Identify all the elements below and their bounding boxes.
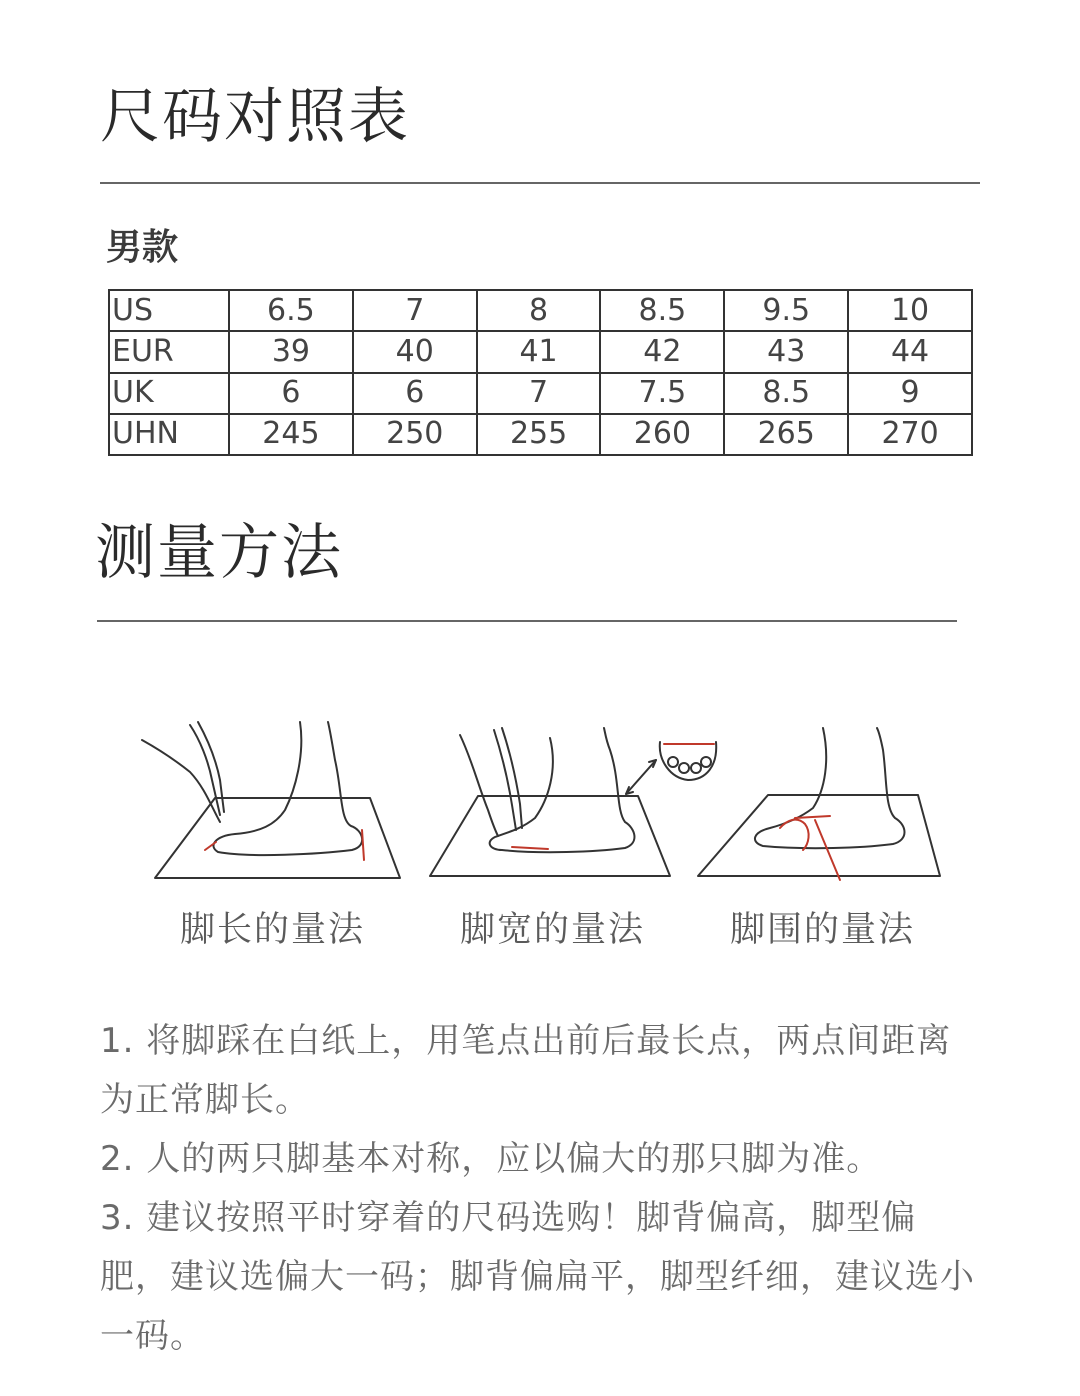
table-cell: 260 [600, 414, 724, 455]
row-label-eur: EUR [109, 331, 229, 372]
table-row [109, 290, 972, 331]
foot-length-icon [142, 722, 400, 878]
table-cell: 255 [477, 414, 601, 455]
toe [668, 757, 678, 767]
pencil-body [494, 730, 516, 830]
table-cell: 6 [353, 373, 477, 414]
size-chart-subtitle: 男款 [106, 227, 179, 268]
foot-girth-icon [698, 728, 940, 880]
pencil-edge [502, 728, 522, 828]
table-cell: 8.5 [724, 373, 848, 414]
hand-outline [460, 735, 498, 836]
table-cell: 41 [477, 331, 601, 372]
table-cell: 245 [229, 414, 353, 455]
list-item: 3. 建议按照平时穿着的尺码选购！脚背偏高，脚型偏肥，建议选偏大一码；脚背偏扁平，脚型纤细，建议选小一码。 [100, 1198, 975, 1356]
measurement-illustrations [120, 700, 980, 900]
table-cell: 44 [848, 331, 972, 372]
girth-string-loop [780, 820, 809, 850]
list-item: 1. 将脚踩在白纸上，用笔点出前后最长点，两点间距离为正常脚长。 [100, 1021, 952, 1120]
row-label-us: US [109, 290, 229, 331]
hand-outline [142, 740, 220, 822]
caption-foot-girth: 脚围的量法 [730, 910, 916, 950]
foot-width-icon [430, 728, 716, 876]
divider [100, 182, 980, 184]
divider [97, 620, 957, 622]
table-cell: 8.5 [600, 290, 724, 331]
table-cell: 7.5 [600, 373, 724, 414]
toe [701, 757, 711, 767]
row-label-uk: UK [109, 373, 229, 414]
foot-outline [213, 722, 362, 855]
toe [691, 763, 701, 773]
table-cell: 9.5 [724, 290, 848, 331]
table-row [109, 331, 972, 372]
table-row [109, 414, 972, 455]
table-cell: 43 [724, 331, 848, 372]
list-item: 2. 人的两只脚基本对称，应以偏大的那只脚为准。 [100, 1139, 882, 1179]
length-mark-back [362, 830, 364, 860]
caption-foot-width: 脚宽的量法 [460, 910, 646, 950]
table-cell: 42 [600, 331, 724, 372]
instructions-list [100, 1012, 980, 1366]
pencil-body [190, 725, 220, 815]
caption-foot-length: 脚长的量法 [180, 910, 366, 950]
table-cell: 39 [229, 331, 353, 372]
table-cell: 7 [353, 290, 477, 331]
table-cell: 6 [229, 373, 353, 414]
table-cell: 265 [724, 414, 848, 455]
arrow-shaft [626, 760, 656, 794]
size-chart-title: 尺码对照表 [100, 82, 410, 152]
table-cell: 270 [848, 414, 972, 455]
table-cell: 250 [353, 414, 477, 455]
table-cell: 6.5 [229, 290, 353, 331]
table-row [109, 373, 972, 414]
table-cell: 40 [353, 331, 477, 372]
width-mark [512, 847, 548, 849]
table-cell: 7 [477, 373, 601, 414]
foot-outline [490, 728, 635, 852]
row-label-uhn: UHN [109, 414, 229, 455]
foot-outline [755, 728, 905, 848]
measurement-title: 测量方法 [95, 518, 343, 588]
table-cell: 10 [848, 290, 972, 331]
toe [679, 763, 689, 773]
size-table [108, 289, 973, 456]
table-cell: 9 [848, 373, 972, 414]
table-cell: 8 [477, 290, 601, 331]
